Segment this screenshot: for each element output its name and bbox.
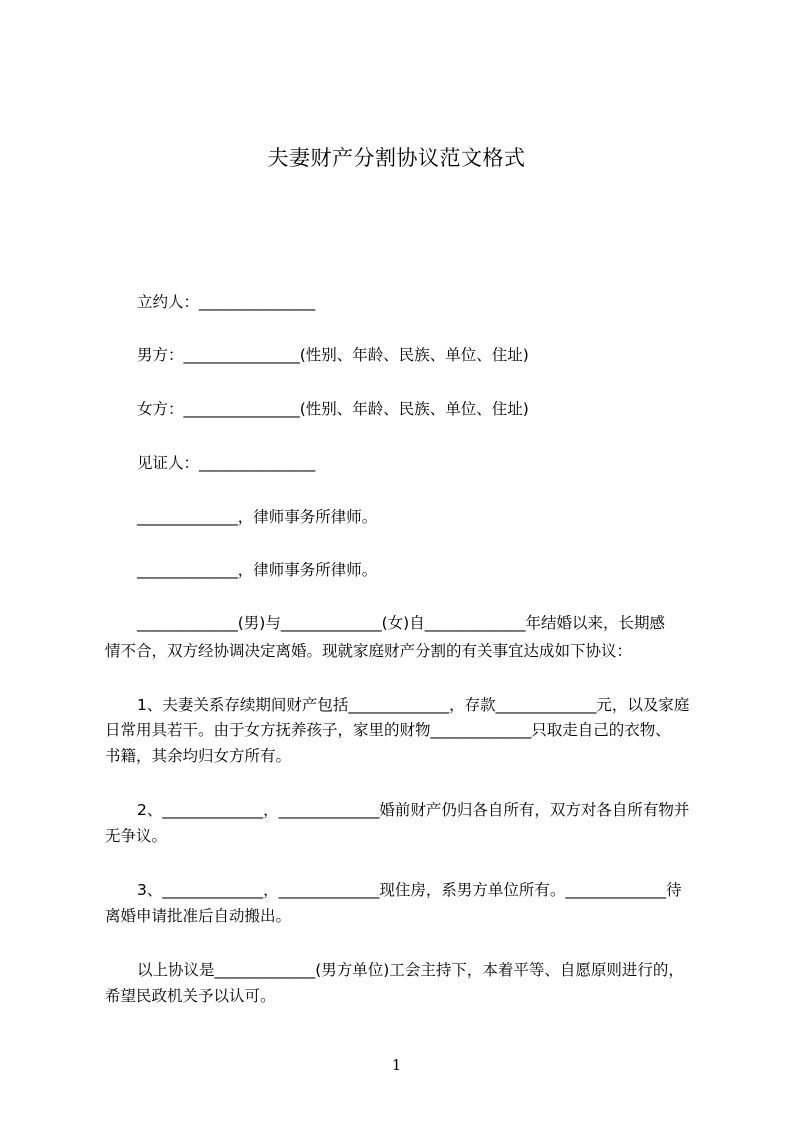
contractor-line: 立约人：_______________ (137, 293, 316, 311)
preamble-line-1: _____________(男)与_____________(女)自_____________年结婚以来，长期感 (137, 614, 665, 632)
page-number: 1 (391, 1056, 402, 1074)
clause-1-line-2: 日常用具若干。由于女方抚养孩子，家里的财物_____________只取走自己的衣物、 (105, 721, 671, 739)
male-party-line: 男方：_______________(性别、年龄、民族、单位、住址) (137, 346, 529, 364)
lawyer-line-1: _____________，律师事务所律师。 (137, 508, 378, 526)
closing-line-1: 以上协议是_____________(男方单位)工会主持下，本着平等、自愿原则进行的， (137, 961, 684, 979)
clause-2-line-2: 无争议。 (105, 827, 168, 845)
document-title: 夫妻财产分割协议范文格式 (267, 146, 526, 170)
clause-3-line-2: 离婚申请批准后自动搬出。 (105, 907, 292, 925)
clause-1-line-3: 书籍，其余均归女方所有。 (105, 747, 292, 765)
clause-2-line-1: 2、_____________，_____________婚前财产仍归各自所有，双方对各自所有物并 (137, 801, 690, 819)
female-party-line: 女方：_______________(性别、年龄、民族、单位、住址) (137, 400, 529, 418)
closing-line-2: 希望民政机关予以认可。 (105, 987, 276, 1005)
witness-line: 见证人：_______________ (137, 454, 316, 472)
lawyer-line-2: _____________，律师事务所律师。 (137, 561, 378, 579)
clause-1-line-1: 1、夫妻关系存续期间财产包括_____________，存款_____________元，以及家庭 (137, 696, 690, 714)
clause-3-line-1: 3、_____________，_____________现住房，系男方单位所有。_____________待 (137, 881, 682, 899)
preamble-line-2: 情不合，双方经协调决定离婚。现就家庭财产分割的有关事宜达成如下协议： (105, 642, 633, 660)
